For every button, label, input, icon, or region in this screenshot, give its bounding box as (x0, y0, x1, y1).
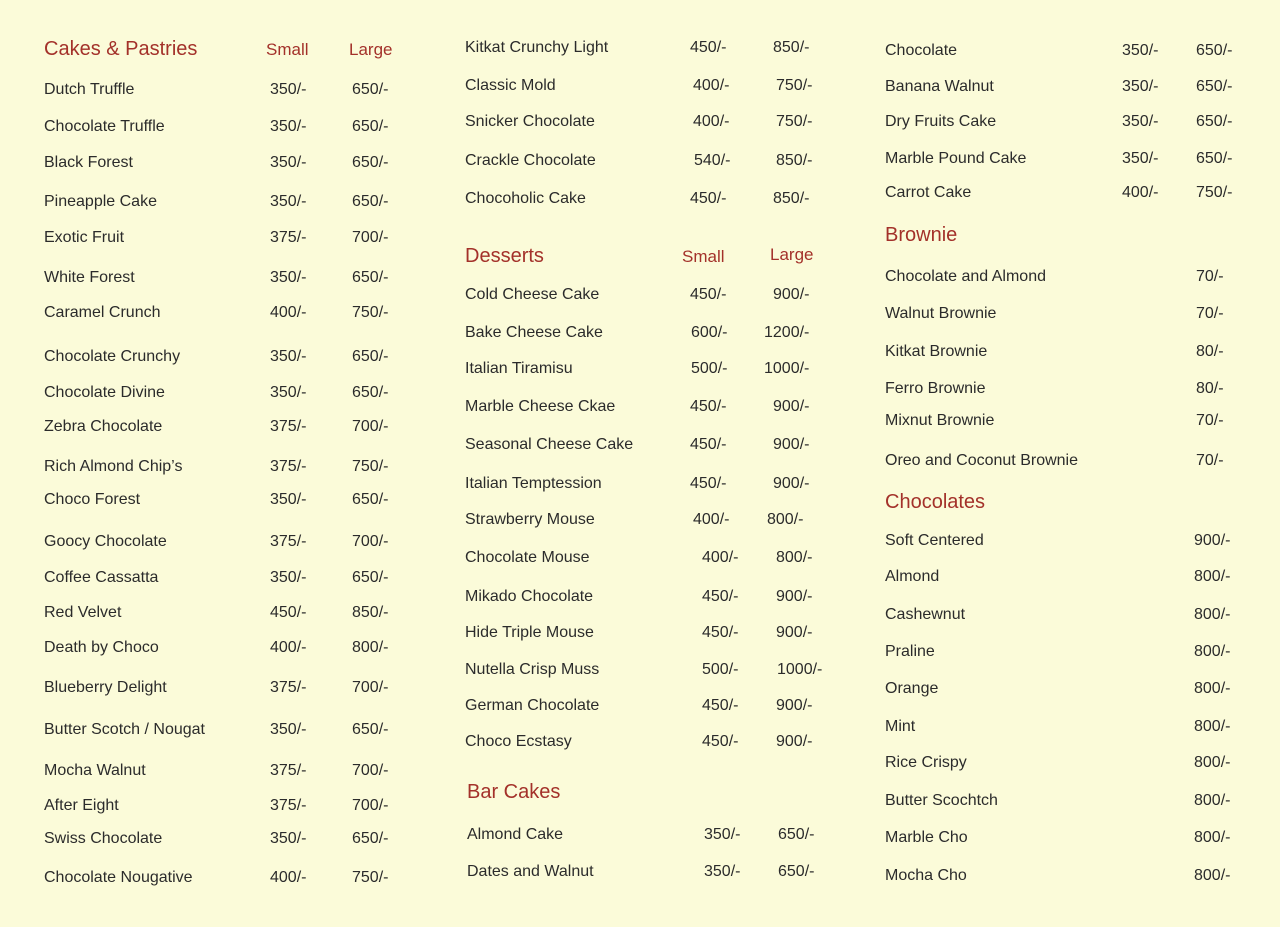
menu-item-price-small: 350/- (270, 384, 307, 401)
menu-item-price-small: 540/- (694, 152, 731, 169)
menu-item-name: Dates and Walnut (467, 863, 594, 880)
menu-item-price-small: 450/- (690, 286, 727, 303)
menu-item-price-small: 400/- (693, 511, 730, 528)
menu-item-name: Snicker Chocolate (465, 113, 595, 130)
menu-item-name: Pineapple Cake (44, 193, 157, 210)
menu-item-price-large: 750/- (776, 113, 813, 130)
menu-item-name: Italian Tiramisu (465, 360, 573, 377)
menu-item-price-small: 400/- (693, 77, 730, 94)
size-small-label: Small (682, 247, 725, 266)
menu-item-price: 70/- (1196, 268, 1224, 285)
menu-item-name: Chocolate Mouse (465, 549, 590, 566)
menu-item-price-large: 700/- (352, 229, 389, 246)
menu-item-price-large: 700/- (352, 797, 389, 814)
menu-item-name: Marble Pound Cake (885, 150, 1027, 167)
menu-item-name: Chocoholic Cake (465, 190, 586, 207)
menu-item-price-small: 350/- (270, 193, 307, 210)
menu-item-price: 800/- (1194, 792, 1231, 809)
menu-item-name: Mocha Walnut (44, 762, 146, 779)
menu-item-name: Seasonal Cheese Cake (465, 436, 634, 453)
menu-item-price-small: 350/- (270, 569, 307, 586)
menu-item-price-large: 650/- (352, 491, 389, 508)
menu-item-price: 80/- (1196, 380, 1224, 397)
menu-item-price-small: 350/- (1122, 150, 1159, 167)
menu-item-name: Rice Crispy (885, 754, 967, 771)
menu-item-price-small: 350/- (270, 830, 307, 847)
menu-item-price-large: 650/- (352, 569, 389, 586)
menu-item-price-large: 650/- (352, 721, 389, 738)
section-title-cakes-pastries: Cakes & Pastries (44, 38, 198, 60)
menu-item-price-large: 650/- (352, 81, 389, 98)
menu-item-price-small: 375/- (270, 679, 307, 696)
menu-item-price-small: 400/- (270, 639, 307, 656)
menu-item-price-small: 350/- (704, 863, 741, 880)
menu-item-price: 70/- (1196, 412, 1224, 429)
menu-item-price-large: 700/- (352, 762, 389, 779)
menu-item-price-large: 1200/- (764, 324, 810, 341)
menu-item-name: Strawberry Mouse (465, 511, 595, 528)
menu-item-name: Kitkat Crunchy Light (465, 39, 609, 56)
menu-item-price-large: 900/- (776, 697, 813, 714)
menu-item-price-small: 350/- (270, 118, 307, 135)
menu-item-name: Rich Almond Chip’s (44, 458, 183, 475)
menu-item-price-large: 650/- (1196, 42, 1233, 59)
menu-item-name: Chocolate Truffle (44, 118, 165, 135)
menu-item-name: Orange (885, 680, 939, 697)
menu-item-price-small: 375/- (270, 458, 307, 475)
menu-item-price-large: 900/- (773, 436, 810, 453)
menu-item-price: 800/- (1194, 867, 1231, 884)
menu-item-price-large: 650/- (352, 384, 389, 401)
menu-item-name: Kitkat Brownie (885, 343, 988, 360)
menu-item-name: Almond (885, 568, 940, 585)
menu-item-price-small: 450/- (702, 697, 739, 714)
menu-item-name: Dry Fruits Cake (885, 113, 997, 130)
menu-item-name: Soft Centered (885, 532, 984, 549)
menu-item-price-small: 350/- (704, 826, 741, 843)
menu-item-price-large: 750/- (1196, 184, 1233, 201)
section-title-desserts: Desserts (465, 245, 544, 267)
menu-item-price-large: 650/- (352, 193, 389, 210)
menu-item-name: Cashewnut (885, 606, 966, 623)
menu-item-price: 800/- (1194, 829, 1231, 846)
menu-item-price-large: 650/- (352, 830, 389, 847)
menu-item-price-large: 650/- (1196, 113, 1233, 130)
menu-item-price: 800/- (1194, 718, 1231, 735)
menu-item-price-small: 450/- (270, 604, 307, 621)
menu-item-price-small: 350/- (270, 721, 307, 738)
menu-item-price: 800/- (1194, 754, 1231, 771)
menu-item-name: Carrot Cake (885, 184, 972, 201)
menu-item-price-large: 1000/- (777, 661, 823, 678)
menu-item-name: Death by Choco (44, 639, 159, 656)
menu-item-name: Caramel Crunch (44, 304, 161, 321)
menu-item-price: 800/- (1194, 568, 1231, 585)
menu-item-price-large: 650/- (1196, 78, 1233, 95)
menu-item-price: 70/- (1196, 305, 1224, 322)
menu-item-price-large: 650/- (352, 154, 389, 171)
menu-item-name: Red Velvet (44, 604, 122, 621)
menu-item-name: Mint (885, 718, 916, 735)
menu-item-price-large: 900/- (776, 588, 813, 605)
menu-item-price: 800/- (1194, 606, 1231, 623)
menu-item-price: 800/- (1194, 680, 1231, 697)
menu-item-name: Oreo and Coconut Brownie (885, 452, 1078, 469)
menu-item-name: Almond Cake (467, 826, 564, 843)
menu-item-price-large: 800/- (767, 511, 804, 528)
menu-item-name: Black Forest (44, 154, 133, 171)
menu-item-name: Chocolate (885, 42, 958, 59)
menu-item-name: Swiss Chocolate (44, 830, 163, 847)
menu-item-price-small: 500/- (702, 661, 739, 678)
menu-item-name: Nutella Crisp Muss (465, 661, 600, 678)
menu-item-name: Italian Temptession (465, 475, 602, 492)
menu-item-price-small: 350/- (1122, 113, 1159, 130)
menu-item-price-large: 850/- (773, 190, 810, 207)
menu-item-price-small: 400/- (270, 869, 307, 886)
menu-item-name: Choco Ecstasy (465, 733, 572, 750)
menu-item-name: Mocha Cho (885, 867, 967, 884)
menu-item-price-small: 350/- (270, 269, 307, 286)
menu-item-price-small: 400/- (270, 304, 307, 321)
menu-item-name: Mikado Chocolate (465, 588, 594, 605)
menu-item-price-small: 450/- (690, 398, 727, 415)
menu-item-name: German Chocolate (465, 697, 600, 714)
menu-item-name: Crackle Chocolate (465, 152, 596, 169)
menu-item-price: 800/- (1194, 643, 1231, 660)
menu-item-price: 80/- (1196, 343, 1224, 360)
menu-item-name: Butter Scochtch (885, 792, 998, 809)
menu-item-price-large: 700/- (352, 533, 389, 550)
menu-item-price-small: 350/- (270, 154, 307, 171)
menu-item-price-large: 800/- (776, 549, 813, 566)
menu-item-price-small: 450/- (690, 39, 727, 56)
menu-item-price-large: 650/- (352, 348, 389, 365)
menu-item-price-large: 900/- (776, 624, 813, 641)
menu-item-price-small: 500/- (691, 360, 728, 377)
menu-item-price-large: 650/- (352, 118, 389, 135)
menu-item-price-small: 375/- (270, 229, 307, 246)
menu-item-name: Hide Triple Mouse (465, 624, 594, 641)
menu-item-name: Butter Scotch / Nougat (44, 721, 205, 738)
menu-item-name: Marble Cheese Ckae (465, 398, 616, 415)
menu-item-name: Mixnut Brownie (885, 412, 995, 429)
menu-item-price-small: 350/- (1122, 78, 1159, 95)
menu-item-price-small: 350/- (270, 81, 307, 98)
menu-item-price-large: 750/- (352, 304, 389, 321)
menu-item-price-large: 900/- (776, 733, 813, 750)
menu-item-price-large: 850/- (352, 604, 389, 621)
section-title-chocolates: Chocolates (885, 491, 986, 513)
menu-item-price-large: 650/- (778, 826, 815, 843)
menu-item-price-large: 900/- (773, 475, 810, 492)
menu-item-price-small: 400/- (1122, 184, 1159, 201)
menu-item-price-small: 450/- (690, 436, 727, 453)
menu-item-price-large: 900/- (773, 398, 810, 415)
menu-item-price-small: 375/- (270, 762, 307, 779)
section-title-brownie: Brownie (885, 224, 958, 246)
menu-item-name: Coffee Cassatta (44, 569, 159, 586)
menu-item-price: 70/- (1196, 452, 1224, 469)
menu-item-name: Ferro Brownie (885, 380, 986, 397)
menu-item-price-small: 400/- (702, 549, 739, 566)
menu-item-price-large: 700/- (352, 418, 389, 435)
menu-item-price-large: 750/- (352, 869, 389, 886)
menu-item-price-small: 450/- (702, 588, 739, 605)
menu-item-price-small: 350/- (1122, 42, 1159, 59)
menu-item-price-small: 600/- (691, 324, 728, 341)
menu-item-name: Bake Cheese Cake (465, 324, 603, 341)
menu-item-name: After Eight (44, 797, 119, 814)
menu-item-price-small: 400/- (693, 113, 730, 130)
menu-item-name: White Forest (44, 269, 135, 286)
menu-item-price-small: 450/- (690, 190, 727, 207)
menu-item-name: Marble Cho (885, 829, 968, 846)
menu-item-name: Dutch Truffle (44, 81, 135, 98)
menu-item-price-small: 450/- (690, 475, 727, 492)
menu-item-name: Choco Forest (44, 491, 141, 508)
menu-item-price-large: 750/- (352, 458, 389, 475)
menu-item-price-small: 375/- (270, 797, 307, 814)
menu-item-price-large: 650/- (778, 863, 815, 880)
menu-item-price-large: 800/- (352, 639, 389, 656)
size-small-label: Small (266, 40, 309, 59)
menu-item-price-small: 375/- (270, 418, 307, 435)
menu-item-price-large: 750/- (776, 77, 813, 94)
menu-item-name: Walnut Brownie (885, 305, 997, 322)
menu-item-name: Goocy Chocolate (44, 533, 167, 550)
menu-item-name: Blueberry Delight (44, 679, 167, 696)
menu-item-price-small: 350/- (270, 491, 307, 508)
menu-item-name: Chocolate Nougative (44, 869, 193, 886)
menu-item-price-large: 850/- (773, 39, 810, 56)
size-large-label: Large (349, 40, 393, 59)
menu-item-price-large: 700/- (352, 679, 389, 696)
menu-item-price-large: 650/- (352, 269, 389, 286)
menu-item-price-large: 1000/- (764, 360, 810, 377)
size-large-label: Large (770, 245, 814, 264)
menu-item-name: Chocolate Crunchy (44, 348, 181, 365)
menu-item-price-large: 650/- (1196, 150, 1233, 167)
menu-item-name: Praline (885, 643, 935, 660)
menu-item-name: Chocolate and Almond (885, 268, 1046, 285)
menu-item-name: Cold Cheese Cake (465, 286, 600, 303)
menu-item-price-large: 900/- (773, 286, 810, 303)
menu-item-name: Classic Mold (465, 77, 556, 94)
menu-item-price-large: 850/- (776, 152, 813, 169)
menu-item-name: Zebra Chocolate (44, 418, 163, 435)
menu-item-price: 900/- (1194, 532, 1231, 549)
section-title-bar-cakes: Bar Cakes (467, 781, 561, 803)
menu-item-price-small: 450/- (702, 733, 739, 750)
menu-item-price-small: 450/- (702, 624, 739, 641)
menu-item-name: Chocolate Divine (44, 384, 165, 401)
menu-item-price-small: 375/- (270, 533, 307, 550)
menu-item-name: Exotic Fruit (44, 229, 125, 246)
menu-item-name: Banana Walnut (885, 78, 994, 95)
menu-item-price-small: 350/- (270, 348, 307, 365)
